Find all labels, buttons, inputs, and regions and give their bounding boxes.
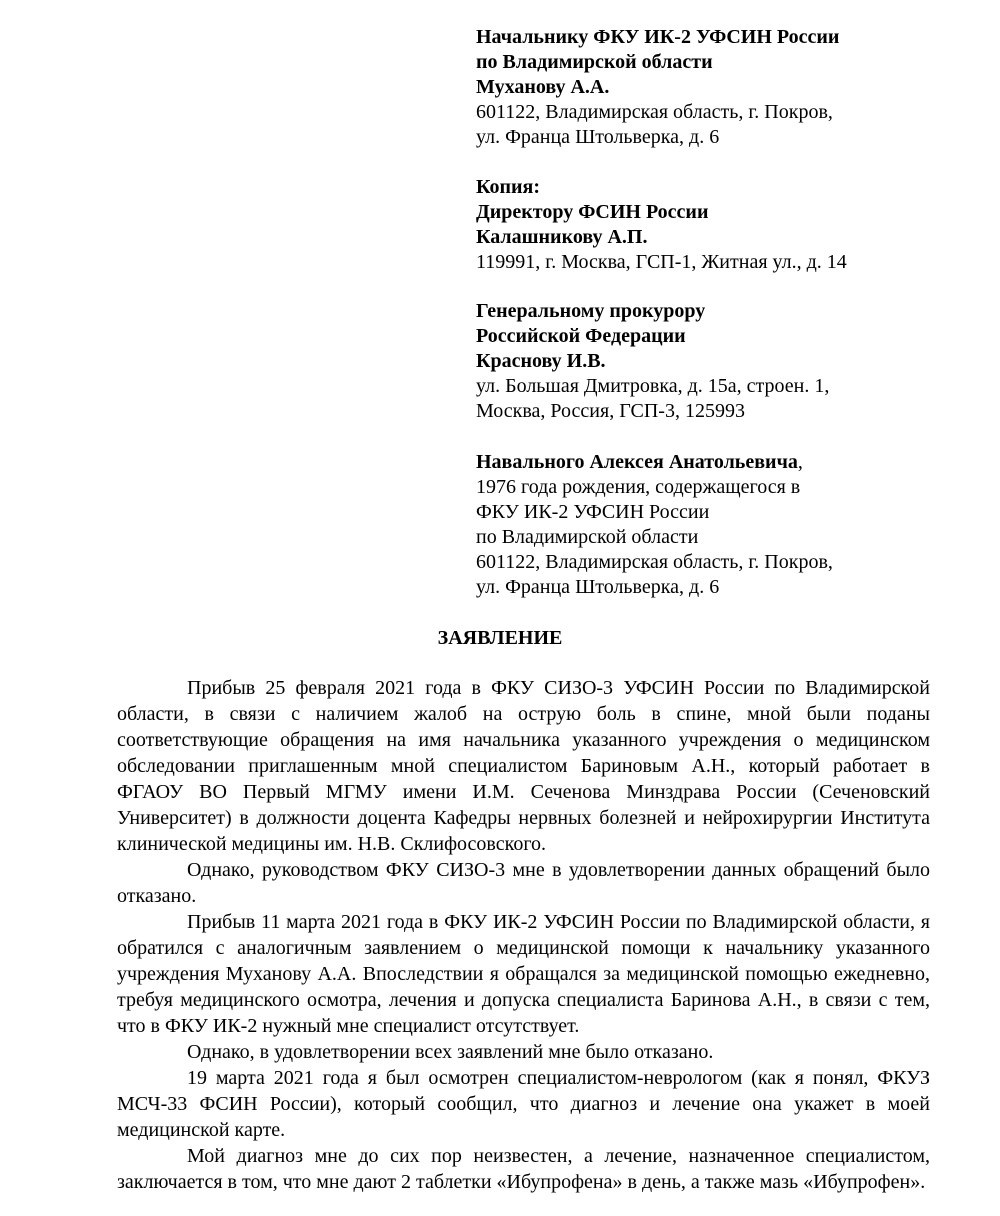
statement-paragraph: 19 марта 2021 года я был осмотрен специалистом-неврологом (как я понял, ФКУЗ МСЧ-33 ФСИН России), который сообщил, что диагноз и лечение она укажет в моей медицинской карте. xyxy=(117,1067,930,1141)
addressee-chief-address-line2: ул. Франца Штольверка, д. 6 xyxy=(476,126,720,148)
sender-name-line xyxy=(476,450,833,475)
addressee-chief-title: Начальнику ФКУ ИК-2 УФСИН России xyxy=(476,26,840,48)
addressee-chief-block xyxy=(476,25,839,150)
statement-body xyxy=(117,675,930,1195)
sender-name: Навального Алексея Анатольевича xyxy=(476,451,798,473)
statement-paragraph: Однако, в удовлетворении всех заявлений мне было отказано. xyxy=(187,1041,714,1063)
copy-block xyxy=(476,175,847,275)
prosecutor-address-line2: Москва, Россия, ГСП-3, 125993 xyxy=(476,400,745,422)
sender-block xyxy=(476,450,833,600)
prosecutor-name: Краснову И.В. xyxy=(476,350,606,372)
document-title: ЗАЯВЛЕНИЕ xyxy=(437,627,563,649)
statement-paragraph: Мой диагноз мне до сих пор неизвестен, а лечение, назначенное специалистом, заключается в том, что мне дают 2 таблетки «Ибупрофена» в день, а также мазь «Ибупрофен». xyxy=(117,1145,930,1193)
sender-name-suffix: , xyxy=(797,451,803,473)
copy-director-address: 119991, г. Москва, ГСП-1, Житная ул., д. 14 xyxy=(476,251,847,273)
prosecutor-block xyxy=(476,299,829,424)
sender-institution: ФКУ ИК-2 УФСИН России xyxy=(476,501,710,523)
sender-address-line2: ул. Франца Штольверка, д. 6 xyxy=(476,576,720,598)
prosecutor-title-line1: Генеральному прокурору xyxy=(476,300,706,322)
sender-region: по Владимирской области xyxy=(476,526,699,548)
statement-paragraph: Прибыв 25 февраля 2021 года в ФКУ СИЗО-3 УФСИН России по Владимирской области, в связи с наличием жалоб на острую боль в спине, мной были поданы соответствующие обращения на имя начальника указанного учреждения о медицинском обследовании приглашенным мной специалистом Бариновым А.Н., который работает в ФГАОУ ВО Первый МГМУ имени И.М. Сеченова Минздрава России (Сеченовский Университет) в должности доцента Кафедры нервных болезней и нейрохирургии Института клинической медицины им. Н.В. Склифосовского. xyxy=(117,677,930,855)
prosecutor-title-line2: Российской Федерации xyxy=(476,325,686,347)
statement-paragraph: Прибыв 11 марта 2021 года в ФКУ ИК-2 УФСИН России по Владимирской области, я обратился с аналогичным заявлением о медицинской помощи к начальнику указанного учреждения Муханову А.А. Впоследствии я обращался за медицинской помощью ежедневно, требуя медицинского осмотра, лечения и допуска специалиста Баринова А.Н., в связи с тем, что в ФКУ ИК-2 нужный мне специалист отсутствует. xyxy=(117,911,930,1037)
addressee-chief-name: Муханову А.А. xyxy=(476,76,610,98)
prosecutor-address-line1: ул. Большая Дмитровка, д. 15а, строен. 1, xyxy=(476,375,830,397)
copy-director-name: Калашникову А.П. xyxy=(476,226,648,248)
copy-director-title: Директору ФСИН России xyxy=(476,201,709,223)
statement-paragraph: Однако, руководством ФКУ СИЗО-3 мне в удовлетворении данных обращений было отказано. xyxy=(117,859,930,907)
addressee-chief-region: по Владимирской области xyxy=(476,51,713,73)
sender-address-line1: 601122, Владимирская область, г. Покров, xyxy=(476,551,833,573)
addressee-chief-address-line1: 601122, Владимирская область, г. Покров, xyxy=(476,101,833,123)
sender-birth-line: 1976 года рождения, содержащегося в xyxy=(476,476,801,498)
copy-label: Копия: xyxy=(476,176,541,198)
